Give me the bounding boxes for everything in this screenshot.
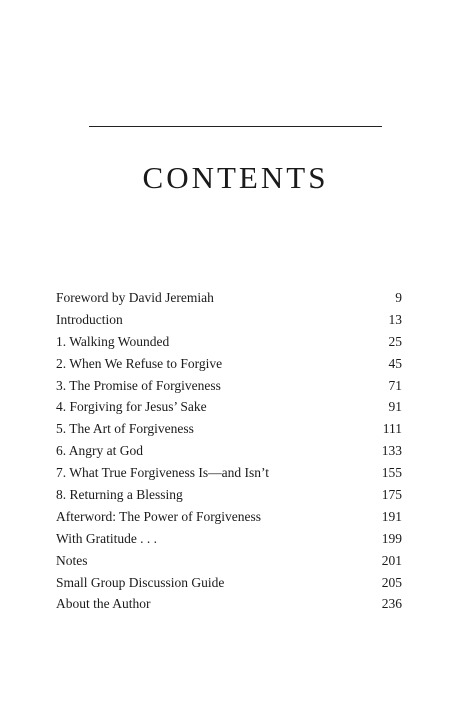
toc-entry — [56, 462, 402, 484]
toc-entry — [56, 375, 402, 397]
toc-entry-title: About the Author — [56, 596, 151, 612]
toc-entry-title: 3. The Promise of Forgiveness — [56, 377, 221, 393]
toc-entry — [56, 528, 402, 550]
toc-entry-page: 133 — [381, 443, 402, 459]
toc-entry — [56, 287, 402, 309]
toc-entry-page: 205 — [381, 574, 402, 590]
toc-entry — [56, 418, 402, 440]
toc-entry-page: 45 — [388, 355, 402, 371]
toc-entry-title: 1. Walking Wounded — [56, 333, 170, 349]
toc-entry-title: 8. Returning a Blessing — [56, 487, 183, 503]
toc-entry — [56, 309, 402, 331]
toc-entry — [56, 440, 402, 462]
toc-entry-title: Afterword: The Power of Forgiveness — [56, 508, 261, 524]
toc-entry — [56, 550, 402, 572]
toc-entry-title: Introduction — [56, 311, 123, 327]
toc-entry-title: With Gratitude . . . — [56, 530, 158, 546]
toc-entry — [56, 572, 402, 594]
toc-entry-page: 191 — [381, 508, 402, 524]
toc-entry-title: 4. Forgiving for Jesus’ Sake — [56, 399, 207, 415]
toc-entry-page: 91 — [388, 399, 402, 415]
page-title: CONTENTS — [142, 160, 329, 195]
toc-entry — [56, 353, 402, 375]
toc-entry-title: 6. Angry at God — [56, 443, 143, 459]
toc-entry-page: 155 — [381, 465, 402, 481]
toc-entry-title: Notes — [56, 552, 88, 568]
toc-entry-page: 111 — [382, 421, 402, 437]
top-divider-rule — [89, 126, 382, 127]
toc-entry-page: 236 — [381, 596, 402, 612]
toc-entry-title: Foreword by David Jeremiah — [56, 290, 214, 305]
toc-entry — [56, 396, 402, 418]
toc-entry-title: Small Group Discussion Guide — [56, 574, 225, 590]
toc-entry-title: 5. The Art of Forgiveness — [56, 421, 194, 437]
toc-entry — [56, 331, 402, 353]
toc-entry-page: 25 — [388, 333, 402, 349]
toc-entry-page: 201 — [381, 552, 402, 568]
toc-entry-page: 13 — [388, 311, 402, 327]
toc-entry-page: 71 — [388, 377, 402, 393]
toc-entry — [56, 506, 402, 528]
toc-entry-page: 9 — [395, 290, 402, 305]
toc-entry-page: 175 — [381, 487, 402, 503]
table-of-contents — [56, 287, 402, 615]
toc-entry-title: 2. When We Refuse to Forgive — [56, 355, 223, 371]
toc-entry-title: 7. What True Forgiveness Is—and Isn’t — [56, 465, 270, 481]
toc-entry — [56, 593, 402, 615]
toc-entry — [56, 484, 402, 506]
toc-entry-page: 199 — [381, 530, 402, 546]
